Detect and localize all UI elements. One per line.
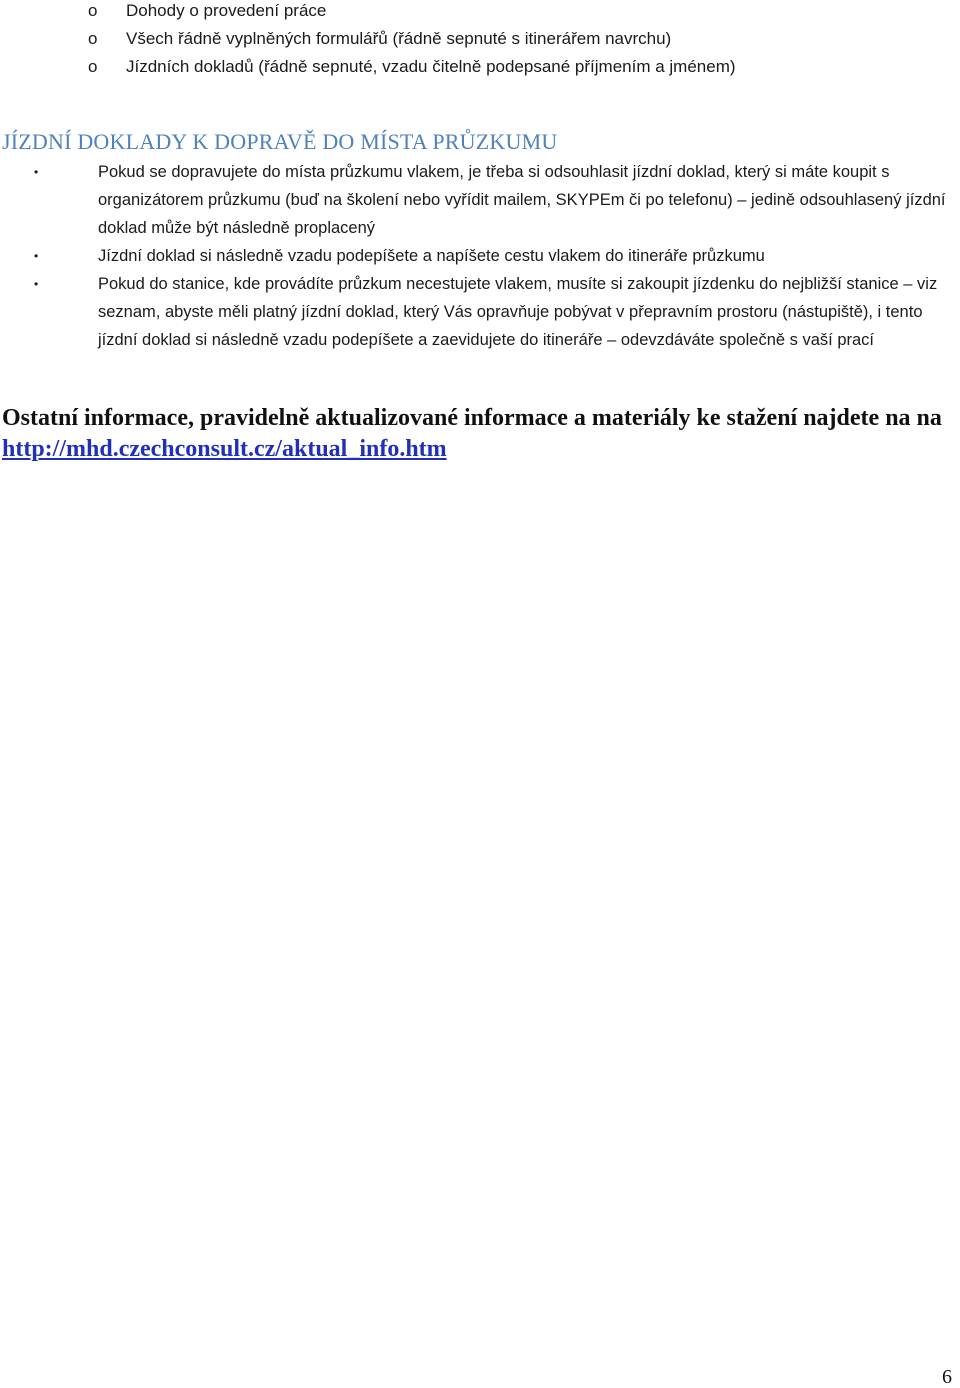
list-item <box>0 158 960 242</box>
list-item-text: Pokud do stanice, kde provádíte průzkum necestujete vlakem, musíte si zakoupit jízdenku do nejbližší stanice – viz seznam, abyste měli platný jízdní doklad, který Vás opravňuje pobývat v přepravním prostoru (nástupiště), i tento jízdní doklad si následně vzadu podepíšete a zaevidujete do itineráře – odevzdáváte společně s vaší prací <box>98 275 938 349</box>
list-item-text: Všech řádně vyplněných formulářů (řádně sepnuté s itinerářem navrchu) <box>126 29 672 48</box>
bullet-list <box>0 158 960 354</box>
list-item <box>0 0 960 28</box>
circle-bullet-icon: o <box>88 1 98 20</box>
bullet-icon: • <box>34 165 39 179</box>
bullet-icon: • <box>34 249 39 263</box>
list-item <box>0 270 960 354</box>
circle-bullet-icon: o <box>88 29 98 48</box>
section-heading: JÍZDNÍ DOKLADY K DOPRAVĚ DO MÍSTA PRŮZKUMU <box>2 129 558 154</box>
list-item-text: Jízdní doklad si následně vzadu podepíšete a napíšete cestu vlakem do itineráře průzkumu <box>98 247 765 265</box>
list-item <box>0 28 960 56</box>
circle-bullet-icon: o <box>88 57 98 76</box>
page-number: 6 <box>942 1366 952 1388</box>
list-item <box>0 242 960 270</box>
info-link[interactable]: http://mhd.czechconsult.cz/aktual_info.htm <box>2 436 447 462</box>
sub-list <box>0 0 960 84</box>
bullet-icon: • <box>34 277 39 291</box>
info-paragraph <box>2 403 952 465</box>
list-item-text: Jízdních dokladů (řádně sepnuté, vzadu čitelně podepsané příjmením a jménem) <box>126 57 736 76</box>
list-item-text: Dohody o provedení práce <box>126 1 327 20</box>
list-item-text: Pokud se dopravujete do místa průzkumu vlakem, je třeba si odsouhlasit jízdní doklad, který si máte koupit s organizátorem průzkumu (buď na školení nebo vyřídit mailem, SKYPEm či po telefonu) – jedině odsouhlasený jízdní doklad může být následně proplacený <box>98 163 946 237</box>
list-item <box>0 56 960 84</box>
info-text: Ostatní informace, pravidelně aktualizované informace a materiály ke stažení najdete na na <box>2 405 942 431</box>
